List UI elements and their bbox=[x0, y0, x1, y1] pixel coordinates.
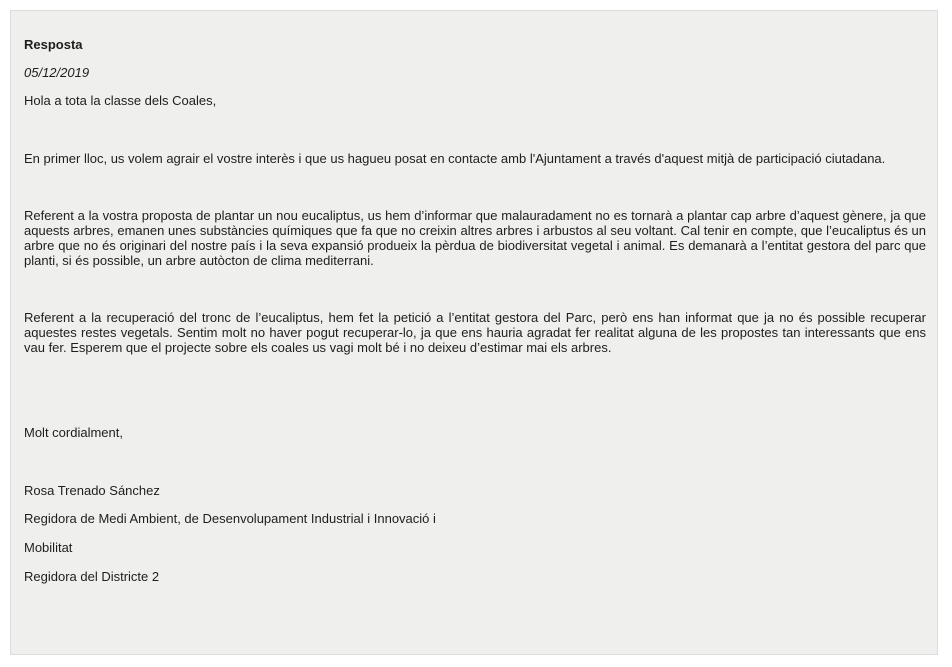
greeting: Hola a tota la classe dels Coales, bbox=[24, 93, 217, 108]
response-title: Resposta bbox=[24, 37, 83, 52]
signer-name: Rosa Trenado Sánchez bbox=[24, 483, 160, 498]
paragraph-trunk-recovery: Referent a la recuperació del tronc de l’eucaliptus, hem fet la petició a l’entitat gestora del Parc, però ens han informat que ja no és possible recuperar aquestes restes vegetals. Sentim molt no haver pogut recuperar-lo, ja que ens hauria agradat fer realitat alguna de les propostes tan interessants que ens vau fer. Esperem que el projecte sobre els coales us vagi molt bé i no deixeu d’estimar mai els arbres. bbox=[24, 310, 926, 355]
signer-role-line-1: Regidora de Medi Ambient, de Desenvolupament Industrial i Innovació i bbox=[24, 511, 436, 526]
closing: Molt cordialment, bbox=[24, 425, 123, 440]
signer-role-line-2: Mobilitat bbox=[24, 540, 73, 555]
response-content bbox=[24, 37, 926, 584]
paragraph-eucalyptus-proposal: Referent a la vostra proposta de plantar un nou eucaliptus, us hem d’informar que malauradament no es tornarà a plantar cap arbre d’aquest gènere, ja que aquests arbres, emanen unes substàncies químiques que fa que no creixin altres arbres i arbustos al seu voltant. Cal tenir en compte, que l’eucaliptus és un arbre que no és originari del nostre país i la seva expansió produeix la pèrdua de biodiversitat vegetal i animal. Es demanarà a l’entitat gestora del parc que planti, si és possible, un arbre autòcton de clima mediterrani. bbox=[24, 208, 926, 268]
paragraph-thanks: En primer lloc, us volem agrair el vostre interès i que us hagueu posat en contacte amb l'Ajuntament a través d'aquest mitjà de participació ciutadana. bbox=[24, 151, 886, 166]
response-date: 05/12/2019 bbox=[24, 65, 90, 80]
response-panel bbox=[10, 10, 938, 655]
signer-role-line-3: Regidora del Districte 2 bbox=[24, 569, 160, 584]
